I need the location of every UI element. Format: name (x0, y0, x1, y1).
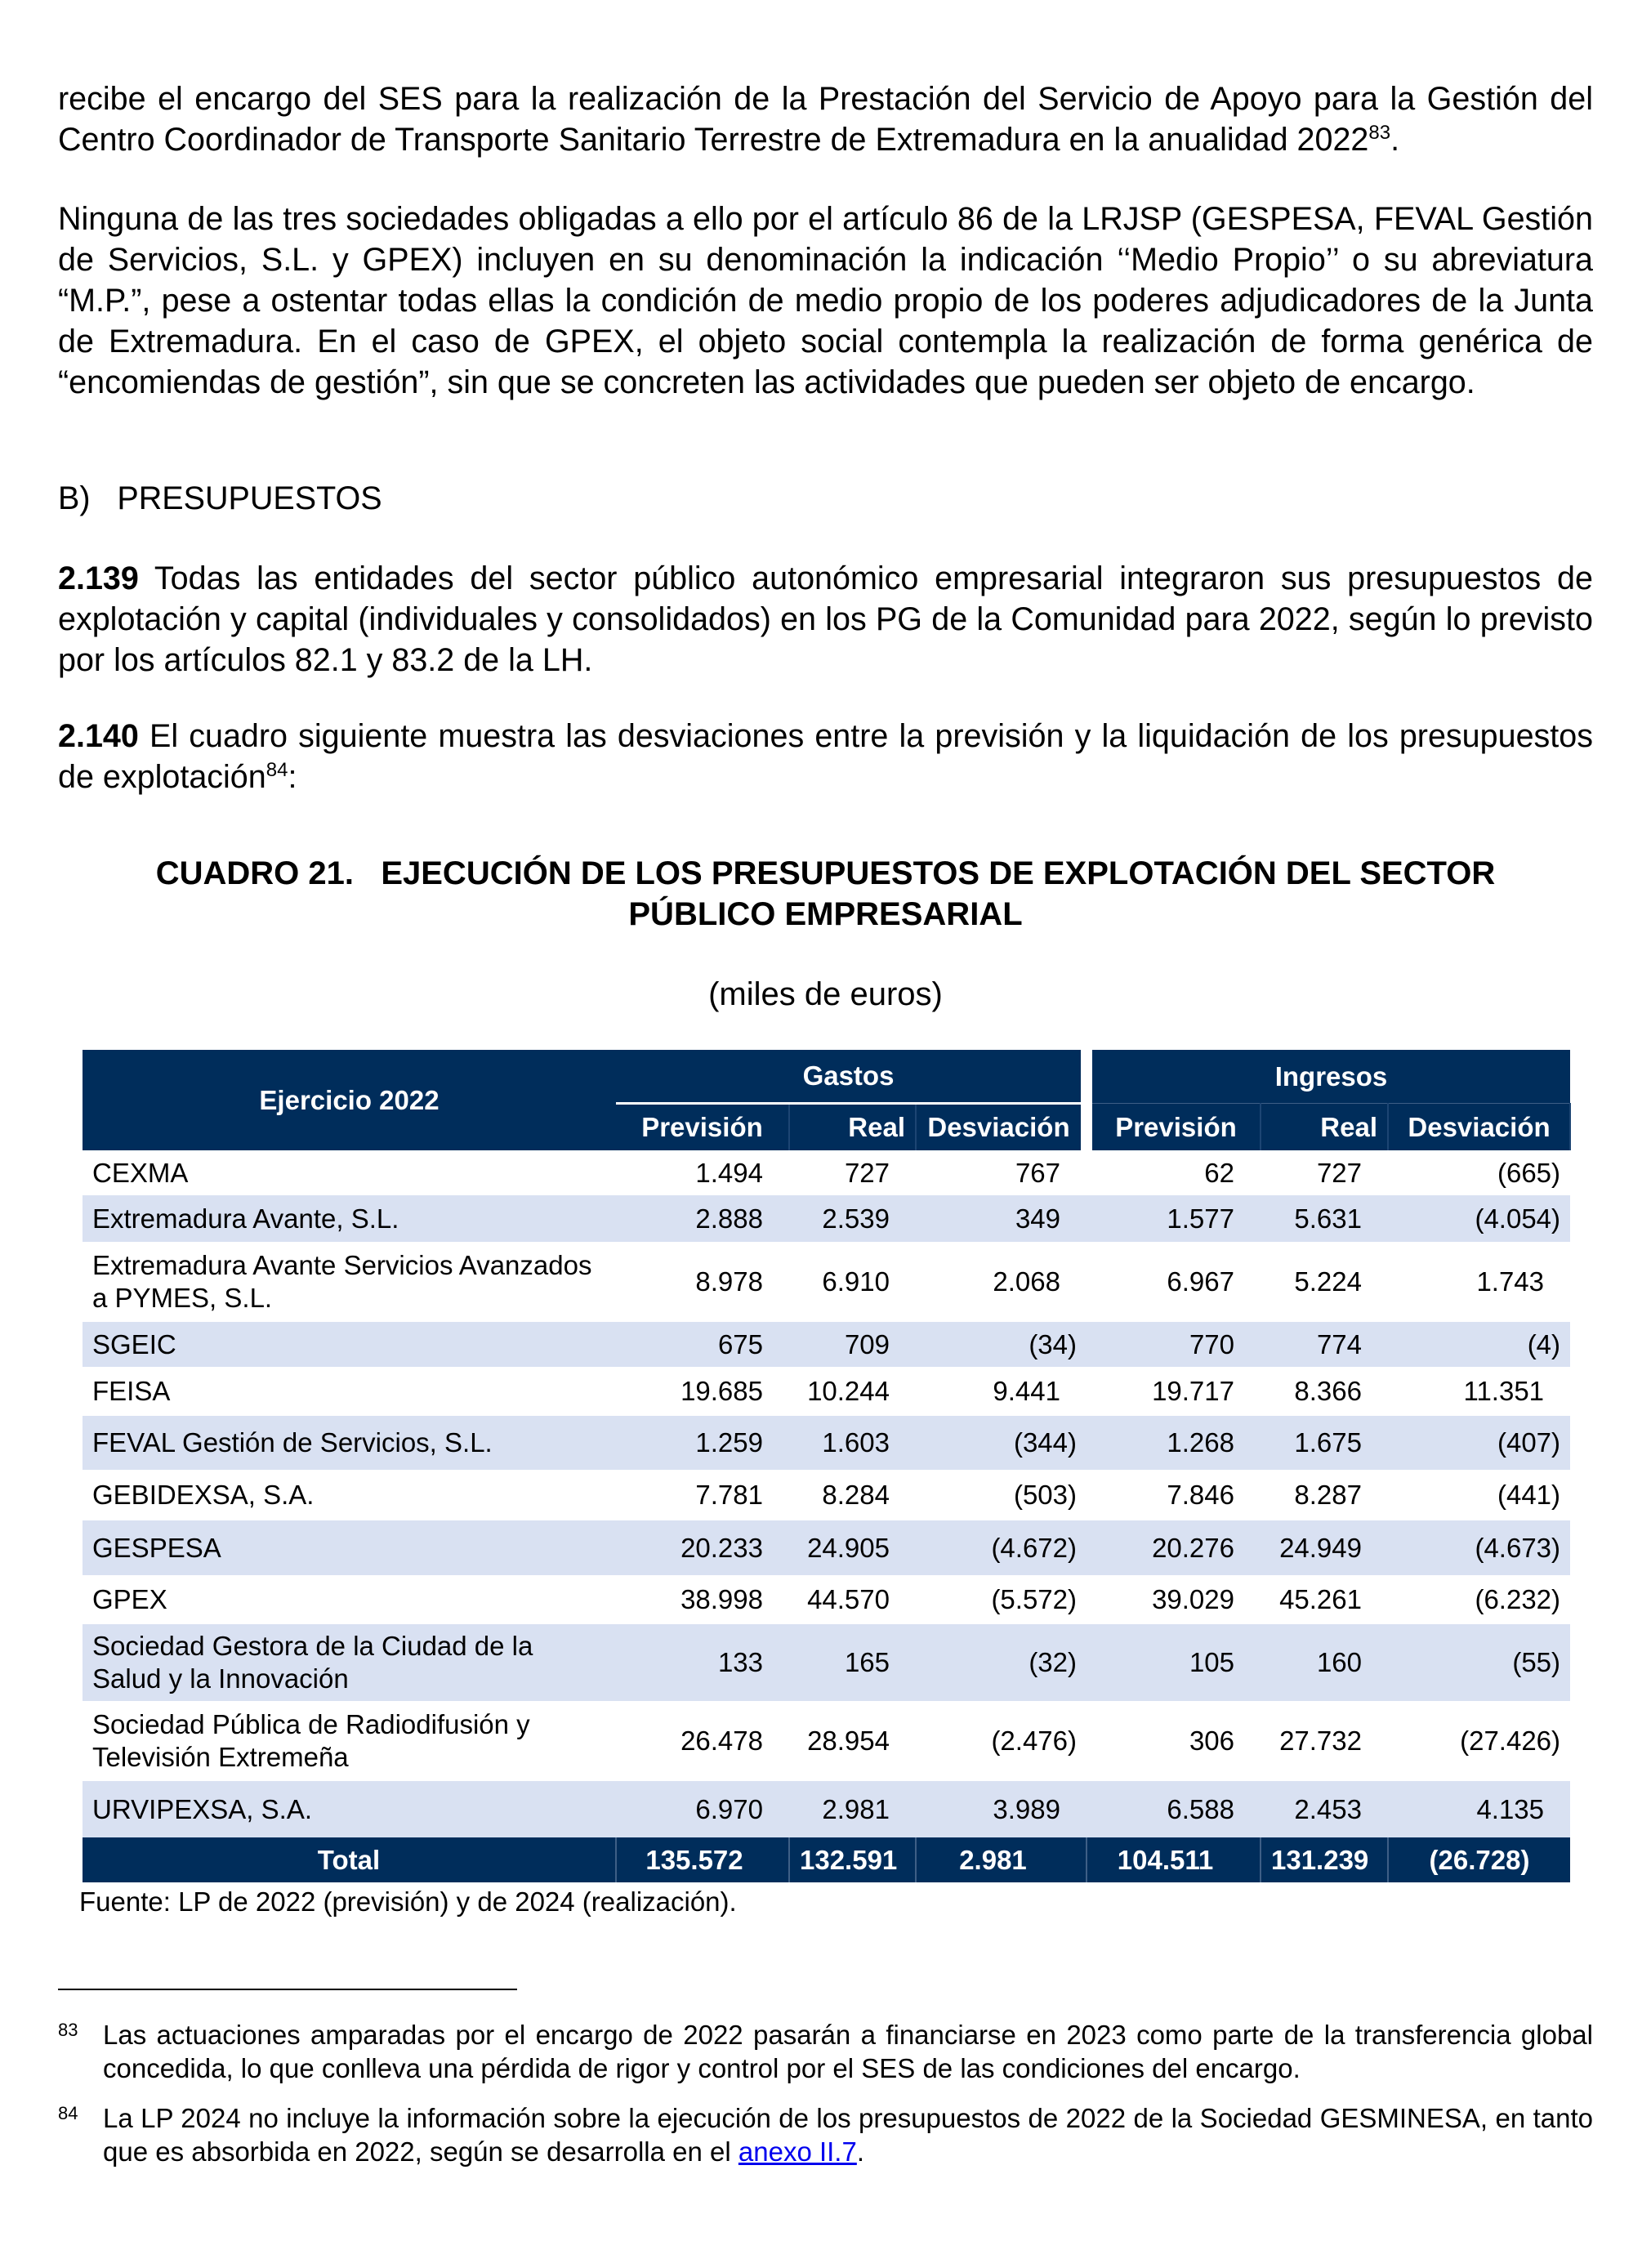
value-ingresos-desviacion: (4.054) (1388, 1195, 1570, 1242)
value-gastos-desviacion: (32) (916, 1624, 1087, 1701)
footnote-84 (58, 2101, 1593, 2168)
value-ingresos-real: 27.732 (1279, 1726, 1362, 1756)
value-gastos-prevision: 675 (616, 1322, 789, 1367)
value-ingresos-desviacion: (4) (1388, 1322, 1570, 1367)
table-row (83, 1367, 1570, 1416)
value-ingresos-desviacion: 11.351 (1463, 1376, 1545, 1406)
value-ingresos-prevision: 306 (1189, 1726, 1234, 1756)
entity-name: GEBIDEXSA, S.A. (92, 1480, 315, 1510)
value-ingresos-desviacion: 4.135 (1388, 1781, 1570, 1837)
section-heading: B) PRESUPUESTOS (58, 480, 382, 516)
value-gastos-desviacion: 767 (1015, 1157, 1060, 1188)
table-title-line: PÚBLICO EMPRESARIAL (628, 896, 1023, 932)
value-ingresos-desviacion: (407) (1388, 1416, 1570, 1470)
entity-name: Total (83, 1837, 616, 1882)
value-ingresos-real: 2.453 (1261, 1781, 1388, 1837)
value-ingresos-prevision: 105 (1087, 1624, 1261, 1701)
subheader-real: Real (789, 1104, 916, 1151)
paragraph-text: recibe el encargo del SES para la realización de la Prestación del Servicio de Apoyo para la Gestión del Centro Coordinador de Transporte Sanitario Terrestre de Extremadura en la anualidad 2022 (58, 81, 1593, 158)
footnote-ref-83[interactable]: 83 (1368, 121, 1391, 144)
value-gastos-real: 2.539 (789, 1195, 916, 1242)
value-ingresos-real: 131.239 (1261, 1837, 1388, 1882)
table-row (83, 1322, 1570, 1367)
value-gastos-prevision: 2.888 (616, 1195, 789, 1242)
value-gastos-prevision: 8.978 (695, 1266, 763, 1297)
value-ingresos-real: 774 (1261, 1322, 1388, 1367)
value-gastos-prevision: 1.259 (616, 1416, 789, 1470)
value-gastos-desviacion: 2.068 (993, 1266, 1060, 1297)
value-ingresos-desviacion: (6.232) (1475, 1584, 1561, 1614)
value-gastos-real: 132.591 (789, 1837, 916, 1882)
header-gastos: Gastos (616, 1050, 1087, 1104)
subheader-real: Real (1261, 1104, 1388, 1151)
header-ejercicio: Ejercicio 2022 (83, 1050, 616, 1150)
table-row (83, 1520, 1570, 1575)
value-gastos-prevision: 7.781 (695, 1480, 763, 1510)
entity-name: URVIPEXSA, S.A. (83, 1781, 616, 1837)
value-ingresos-prevision: 770 (1087, 1322, 1261, 1367)
footnote-mark: 83 (58, 2020, 78, 2040)
total-row (83, 1837, 1570, 1882)
value-gastos-desviacion: 9.441 (993, 1376, 1060, 1406)
entity-name: CEXMA (92, 1157, 189, 1188)
punctuation: . (1390, 122, 1400, 158)
punctuation: . (856, 2136, 865, 2167)
value-gastos-desviacion: (34) (916, 1322, 1087, 1367)
value-ingresos-desviacion: (441) (1497, 1480, 1561, 1510)
entity-name: Sociedad Gestora de la Ciudad de la Salud y la Innovación (83, 1624, 616, 1701)
paragraph-2-139 (58, 558, 1593, 681)
paragraph-text: El cuadro siguiente muestra las desviaciones entre la previsión y la liquidación de los presupuestos de explotación (58, 718, 1593, 795)
value-gastos-real: 2.981 (789, 1781, 916, 1837)
paragraph-number: 2.139 (58, 560, 139, 596)
table-row (83, 1242, 1570, 1322)
table-row (83, 1701, 1570, 1781)
value-ingresos-real: 5.631 (1261, 1195, 1388, 1242)
punctuation: : (288, 759, 297, 795)
footnote-text: Las actuaciones amparadas por el encargo de 2022 pasarán a financiarse en 2023 como parte de la transferencia global concedida, lo que conlleva una pérdida de rigor y control por el SES de las condiciones del encargo. (103, 2020, 1593, 2083)
value-gastos-real: 28.954 (807, 1726, 890, 1756)
subheader-desviación: Desviación (916, 1104, 1087, 1151)
paragraph-2-140 (58, 716, 1593, 797)
budget-execution-table (83, 1050, 1571, 1882)
table-row (83, 1195, 1570, 1242)
paragraph-medio-propio: Ninguna de las tres sociedades obligadas a ello por el artículo 86 de la LRJSP (GESPESA, FEVAL Gestión de Servicios, S.L. y GPEX) incluyen en su denominación la indicación ‘‘Medio Propio’’ o su abreviatura “M.P.”, pese a ostentar todas ellas la condición de medio propio de los poderes adjudicadores de la Junta de Extremadura. En el caso de GPEX, el objeto social contempla la realización de forma genérica de “encomiendas de gestión”, sin que se concreten las actividades que pueden ser objeto de encargo. (58, 201, 1593, 400)
value-ingresos-prevision: 62 (1204, 1157, 1234, 1188)
value-gastos-prevision: 133 (616, 1624, 789, 1701)
table-source: Fuente: LP de 2022 (previsión) y de 2024 (realización). (79, 1886, 737, 1917)
value-ingresos-prevision: 1.268 (1087, 1416, 1261, 1470)
value-ingresos-real: 8.366 (1294, 1376, 1362, 1406)
value-gastos-real: 8.284 (822, 1480, 890, 1510)
table-row (83, 1624, 1570, 1701)
value-gastos-real: 6.910 (822, 1266, 890, 1297)
value-ingresos-prevision: 19.717 (1152, 1376, 1234, 1406)
value-gastos-real: 1.603 (789, 1416, 916, 1470)
table-row (83, 1416, 1570, 1470)
value-gastos-prevision: 135.572 (616, 1837, 789, 1882)
value-gastos-real: 165 (789, 1624, 916, 1701)
table-units: (miles de euros) (708, 976, 943, 1012)
value-ingresos-prevision: 104.511 (1087, 1837, 1261, 1882)
subheader-desviación: Desviación (1388, 1104, 1570, 1151)
subheader-previsión: Previsión (616, 1104, 789, 1151)
footnote-ref-84[interactable]: 84 (265, 758, 288, 781)
value-gastos-prevision: 6.970 (616, 1781, 789, 1837)
table-title (58, 853, 1593, 935)
header-ingresos: Ingresos (1087, 1050, 1570, 1104)
value-ingresos-prevision: 20.276 (1087, 1520, 1261, 1575)
value-ingresos-prevision: 1.577 (1087, 1195, 1261, 1242)
value-ingresos-desviacion: (55) (1388, 1624, 1570, 1701)
entity-name: GESPESA (83, 1520, 616, 1575)
value-gastos-real: 24.905 (789, 1520, 916, 1575)
value-gastos-prevision: 1.494 (695, 1157, 763, 1188)
value-ingresos-real: 160 (1261, 1624, 1388, 1701)
value-gastos-real: 727 (844, 1157, 890, 1188)
entity-name: Sociedad Pública de Radiodifusión y Televisión Extremeña (92, 1709, 530, 1772)
footnote-83 (58, 2018, 1593, 2085)
value-gastos-desviacion: 349 (916, 1195, 1087, 1242)
value-ingresos-real: 5.224 (1294, 1266, 1362, 1297)
value-ingresos-desviacion: (4.673) (1388, 1520, 1570, 1575)
entity-name: GPEX (92, 1584, 167, 1614)
value-ingresos-prevision: 6.588 (1087, 1781, 1261, 1837)
value-ingresos-prevision: 7.846 (1167, 1480, 1234, 1510)
value-gastos-desviacion: (503) (1013, 1480, 1077, 1510)
footnote-separator (58, 1989, 517, 1990)
footnote-mark: 84 (58, 2103, 78, 2123)
value-gastos-desviacion: 3.989 (916, 1781, 1087, 1837)
annex-link[interactable]: anexo II.7 (738, 2136, 857, 2167)
value-ingresos-real: 8.287 (1294, 1480, 1362, 1510)
entity-name: Extremadura Avante Servicios Avanzados a PYMES, S.L. (92, 1250, 592, 1313)
entity-name: SGEIC (83, 1322, 616, 1367)
table-title-line: CUADRO 21. EJECUCIÓN DE LOS PRESUPUESTOS DE EXPLOTACIÓN DEL SECTOR (155, 855, 1496, 891)
value-gastos-prevision: 20.233 (616, 1520, 789, 1575)
footnote-body: La LP 2024 no incluye la información sobre la ejecución de los presupuestos de 2022 de la Sociedad GESMINESA, en tanto que es absorbida en 2022, según se desarrolla en el (103, 2103, 1593, 2167)
value-gastos-prevision: 26.478 (680, 1726, 763, 1756)
table-row (83, 1470, 1570, 1520)
value-gastos-real: 709 (789, 1322, 916, 1367)
table-row (83, 1150, 1570, 1195)
paragraph-continuation (58, 78, 1593, 160)
value-ingresos-real: 727 (1316, 1157, 1362, 1188)
footnote-text (103, 2101, 1593, 2168)
value-gastos-prevision: 19.685 (680, 1376, 763, 1406)
value-ingresos-desviacion: (27.426) (1460, 1726, 1561, 1756)
value-gastos-desviacion: (344) (916, 1416, 1087, 1470)
value-gastos-prevision: 38.998 (680, 1584, 763, 1614)
paragraph-number: 2.140 (58, 718, 139, 754)
entity-name: Extremadura Avante, S.L. (83, 1195, 616, 1242)
paragraph-text: Todas las entidades del sector público autonómico empresarial integraron sus presupuestos de explotación y capital (individuales y consolidados) en los PG de la Comunidad para 2022, según lo previsto por los artículos 82.1 y 83.2 de la LH. (58, 560, 1593, 678)
subheader-previsión: Previsión (1087, 1104, 1261, 1151)
entity-name: FEISA (92, 1376, 171, 1406)
value-ingresos-real: 24.949 (1261, 1520, 1388, 1575)
value-ingresos-real: 45.261 (1279, 1584, 1362, 1614)
value-gastos-desviacion: (2.476) (991, 1726, 1077, 1756)
entity-name: FEVAL Gestión de Servicios, S.L. (83, 1416, 616, 1470)
value-ingresos-real: 1.675 (1261, 1416, 1388, 1470)
value-gastos-desviacion: (4.672) (916, 1520, 1087, 1575)
value-gastos-real: 44.570 (807, 1584, 890, 1614)
value-gastos-desviacion: (5.572) (991, 1584, 1077, 1614)
table-row (83, 1575, 1570, 1624)
value-gastos-real: 10.244 (807, 1376, 890, 1406)
value-ingresos-prevision: 6.967 (1167, 1266, 1234, 1297)
value-ingresos-desviacion: (26.728) (1388, 1837, 1570, 1882)
value-ingresos-prevision: 39.029 (1152, 1584, 1234, 1614)
table-row (83, 1781, 1570, 1837)
value-gastos-desviacion: 2.981 (916, 1837, 1087, 1882)
value-ingresos-desviacion: (665) (1497, 1157, 1561, 1188)
value-ingresos-desviacion: 1.743 (1476, 1266, 1545, 1297)
